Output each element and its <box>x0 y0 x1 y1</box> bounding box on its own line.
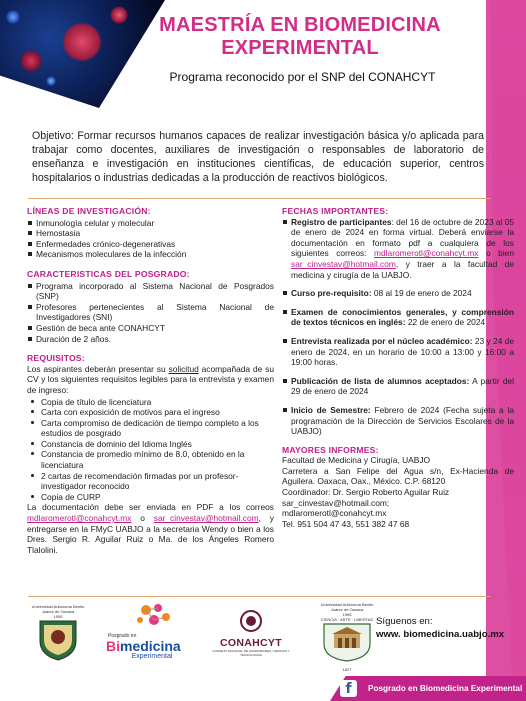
list-item: Enfermedades crónico-degenerativas <box>27 239 274 250</box>
divider <box>28 596 490 597</box>
follow-label: Síguenos en: <box>376 616 433 627</box>
list-item: Copia de CURP <box>27 492 274 503</box>
requisitos-closing: La documentación debe ser enviada en PDF a los correos mdlaromerotl@conahcyt.mx o sar_cinvestav@hotmail.com, y entregarse en la FMyC UABJO a la secretaria Wendy o bien a los Dres. Sergio R. Aguilar Ruiz o Ma. de los Ángeles Romero Tlalolini. <box>27 502 274 555</box>
website-link[interactable]: www. biomedicina.uabjo.mx <box>376 629 505 640</box>
virus-illustration <box>0 0 165 108</box>
list-item: Hemostasia <box>27 228 274 239</box>
informes-heading: MAYORES INFORMES: <box>282 444 379 455</box>
conahcyt-emblem-icon <box>212 610 290 632</box>
caracteristicas-heading: CARACTERISTICAS DEL POSGRADO: <box>27 268 190 279</box>
list-item: Carta con exposición de motivos para el ingreso <box>27 407 274 418</box>
fecha-publicacion: Publicación de lista de alumnos aceptados: A partir del 29 de enero de 2024 <box>282 376 514 397</box>
fecha-registro: Registro de participantes: del 16 de octubre de 2023 al 05 de enero de 2024 en forma virtual. Deberá enviarse la documentación en formato pdf a cualquiera de los siguientes correos: mdlaromerotl@conahcyt.mx o bien sar_cinvestav@hotmail.com, y traer a la facultad de medicina y cirugía de la UABJO. <box>282 217 514 281</box>
facebook-page-link[interactable]: Posgrado en Biomedicina Experimental <box>368 684 523 693</box>
fechas-list <box>282 217 514 437</box>
facebook-icon[interactable]: f <box>340 680 357 697</box>
caracteristicas-list <box>27 281 274 345</box>
uabjo-logo: Universidad Autónoma Benito Juárez de Oaxaca 1955 <box>30 604 86 660</box>
list-item: Mecanismos moleculares de la infección <box>27 249 274 260</box>
requisitos-list <box>27 397 274 503</box>
building-icon <box>316 622 378 662</box>
informes-line: sar_cinvestav@hotmail.com; <box>282 497 390 508</box>
informes-line: Coordinador: Dr. Sergio Roberto Aguilar Ruiz <box>282 487 450 498</box>
informes-line: mdlaromerotl@conahcyt.mx <box>282 508 387 519</box>
molecule-icon <box>106 602 198 628</box>
fechas-heading: FECHAS IMPORTANTES: <box>282 206 389 216</box>
page-subtitle: Programa reconocido por el SNP del CONAHCYT <box>169 70 436 84</box>
email-link[interactable]: sar_cinvestav@hotmail.com <box>153 513 259 524</box>
list-item: Duración de 2 años. <box>27 334 274 345</box>
conahcyt-logo: CONAHCYT CONSEJO NACIONAL DE HUMANIDADES, CIENCIAS Y TECNOLOGÍAS <box>212 610 290 660</box>
informes-line: Facultad de Medicina y Cirugía, UABJO <box>282 455 431 466</box>
left-column <box>27 206 274 555</box>
list-item: Carta compromiso de dedicación de tiempo completo a los estudios de posgrado <box>27 418 274 439</box>
objective-paragraph: Objetivo: Formar recursos humanos capaces de realizar investigación básica y/o aplicada para trabajar como docentes, auxiliares de investigación o responsables de laboratorio de enseñanza e investigación en instituciones científicas, de educación superior, centros hospitalarios o industrias dedicadas a la producción de reactivos biológicos. <box>32 130 484 184</box>
page-title: MAESTRÍA EN BIOMEDICINA EXPERIMENTAL <box>159 14 441 59</box>
logos-row <box>22 600 374 672</box>
lineas-list <box>27 218 274 260</box>
list-item: Profesores pertenecientes al Sistema Nacional de Investigadores (SNI) <box>27 302 274 323</box>
list-item: Copia de título de licenciatura <box>27 397 274 408</box>
list-item: 2 cartas de recomendación firmadas por un profesor-investigador reconocido <box>27 471 274 492</box>
shield-icon <box>30 619 86 661</box>
requisitos-heading: REQUISITOS: <box>27 353 85 364</box>
lineas-heading: LÍNEAS DE INVESTIGACIÓN: <box>27 206 151 216</box>
fecha-entrevista: Entrevista realizada por el núcleo académico: 23 y 24 de enero de 2024, en un horario de 10:00 a 13:00 y 16:00 a 19:00 horas. <box>282 336 514 368</box>
requisitos-intro: Los aspirantes deberán presentar su solicitud acompañada de su CV y los siguientes requisitos legibles para la entrevista y examen de ingreso: <box>27 363 274 395</box>
follow-block <box>376 615 504 641</box>
email-link[interactable]: mdlaromerotl@conahcyt.mx <box>27 513 132 524</box>
right-column <box>282 206 514 529</box>
list-item: Programa incorporado al Sistema Nacional de Posgrados (SNP) <box>27 281 274 302</box>
fecha-curso: Curso pre-requisito: 08 al 19 de enero de 2024 <box>282 288 514 299</box>
informes-line: Carretera a San Felipe del Agua s/n, Ex-Hacienda de Aguilera. Oaxaca, Oax., México. C.P. 68120 <box>282 465 514 487</box>
list-item: Constancia de promedio mínimo de 8.0, obtenido en la licenciatura <box>27 449 274 470</box>
list-item: Inmunología celular y molecular <box>27 218 274 229</box>
posgrado-biomedicina-logo: Posgrado en Bimedicina Experimental <box>106 602 198 664</box>
list-item: Gestión de beca ante CONAHCYT <box>27 323 274 334</box>
solicitud-link[interactable]: solicitud <box>168 363 199 374</box>
list-item: Constancia de dominio del Idioma Inglés <box>27 439 274 450</box>
uabjo-medicina-logo: Universidad Autónoma Benito Juárez de Oaxaca 1955 CIENCIA · ARTE · LIBERTAD 1827 <box>316 602 378 664</box>
fecha-inicio: Inicio de Semestre: Febrero de 2024 (Fecha sujeta a la programación de la Dirección de Servicios Escolares de la UABJO) <box>282 405 514 437</box>
email-link[interactable]: mdlaromerotl@conahcyt.mx <box>374 248 479 259</box>
divider <box>28 198 490 199</box>
email-link[interactable]: sar_cinvestav@hotmail.com <box>291 258 396 269</box>
informes-block <box>282 455 514 529</box>
fecha-examen: Examen de conocimientos generales, y comprensión de textos técnicos en inglés: 22 de enero de 2024 <box>282 307 514 328</box>
informes-line: Tel. 951 504 47 43, 551 382 47 68 <box>282 518 410 529</box>
